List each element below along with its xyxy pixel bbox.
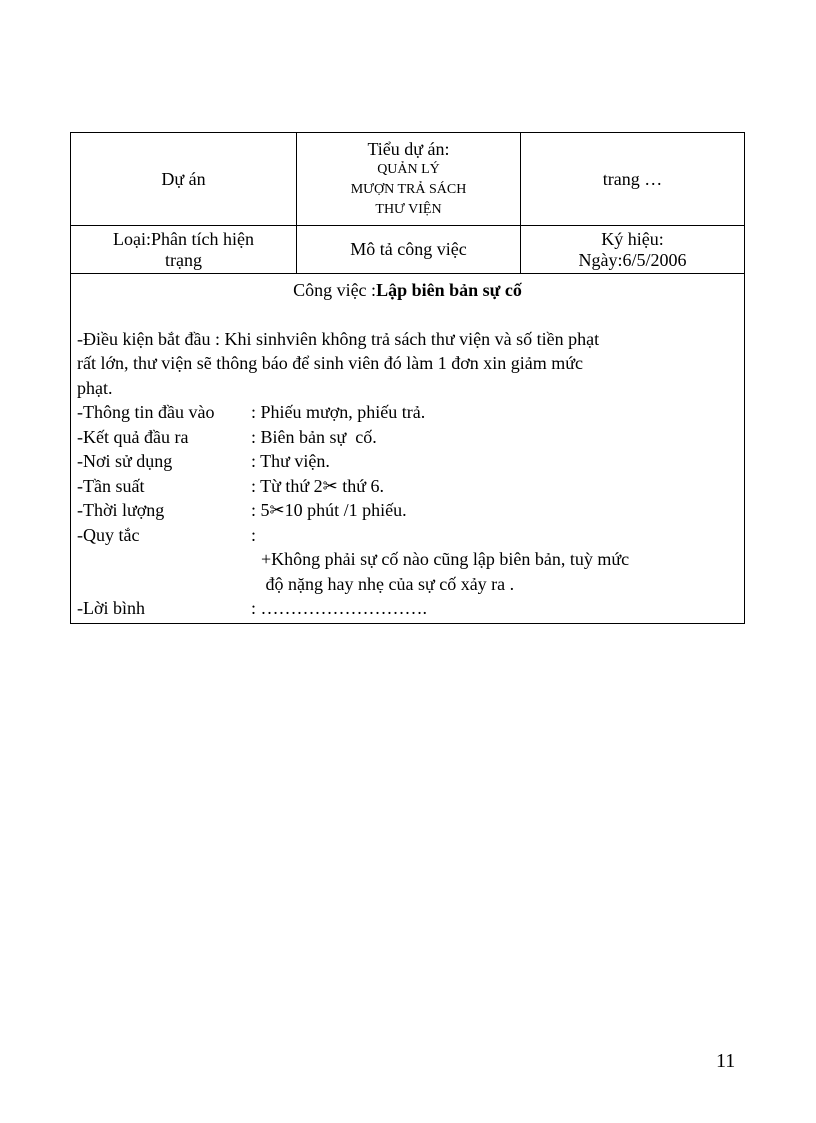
symbol-label: Ký hiệu: — [601, 228, 664, 249]
condition-line3: phạt. — [77, 377, 113, 398]
subproject-line2: MƯỢN TRẢ SÁCH — [350, 181, 467, 197]
rule-text — [77, 547, 738, 596]
condition-line1: -Điều kiện bắt đầu : Khi sinhviên không trả sách thư viện và số tiền phạt — [77, 328, 600, 349]
header-row-2 — [71, 226, 745, 274]
task-description-table — [70, 132, 745, 624]
condition-line2: rất lớn, thư viện sẽ thông báo để sinh viên đó làm 1 đơn xin giảm mức — [77, 353, 583, 373]
task-title — [77, 278, 738, 303]
info-label: -Thông tin đầu vào — [77, 402, 215, 422]
header-row-1 — [71, 133, 745, 226]
task-name: Lập biên bản sự cố — [376, 280, 522, 300]
comment-value: : ………………………. — [251, 598, 428, 618]
info-row — [77, 498, 738, 523]
comment-label: -Lời bình — [77, 598, 146, 618]
type-line1: Loại:Phân tích hiện — [113, 228, 254, 249]
info-label: -Kết quả đầu ra — [77, 426, 189, 447]
info-value: : Biên bản sự cố. — [251, 426, 377, 447]
info-value: : Từ thứ 2✂ thứ 6. — [251, 475, 385, 496]
body-row — [71, 274, 745, 624]
subproject-cell — [297, 133, 521, 226]
project-label: Dự án — [71, 133, 297, 226]
info-value: : Phiếu mượn, phiếu trả. — [251, 402, 426, 422]
subproject-line1: QUẢN LÝ — [377, 161, 440, 177]
info-value: : 5✂10 phút /1 phiếu. — [251, 500, 407, 520]
info-label: -Tần suất — [77, 475, 145, 496]
info-row — [77, 523, 738, 548]
info-label: -Nơi sử dụng — [77, 451, 173, 471]
subproject-line3: THƯ VIỆN — [375, 201, 442, 217]
info-label: -Thời lượng — [77, 500, 165, 520]
info-row — [77, 400, 738, 425]
page-label: trang … — [521, 133, 745, 226]
info-value: : — [251, 524, 257, 545]
rule-line1: +Không phải sự cố nào cũng lập biên bản, tuỳ mức — [261, 549, 630, 569]
info-label: -Quy tắc — [77, 524, 140, 545]
task-prefix: Công việc : — [293, 280, 377, 300]
date-label: Ngày:6/5/2006 — [578, 249, 687, 270]
type-line2: trạng — [165, 249, 202, 270]
description-label: Mô tả công việc — [297, 226, 521, 274]
type-cell — [71, 226, 297, 274]
comment-row — [77, 596, 738, 621]
info-value: : Thư viện. — [251, 451, 330, 471]
body-cell — [71, 274, 745, 624]
symbol-cell — [521, 226, 745, 274]
info-row — [77, 449, 738, 474]
condition-paragraph — [77, 327, 738, 401]
page-number: 11 — [716, 1050, 736, 1072]
rule-line2: độ nặng hay nhẹ của sự cố xảy ra . — [261, 573, 515, 594]
info-row — [77, 425, 738, 450]
info-row — [77, 474, 738, 499]
subproject-label: Tiểu dự án: — [367, 138, 450, 159]
